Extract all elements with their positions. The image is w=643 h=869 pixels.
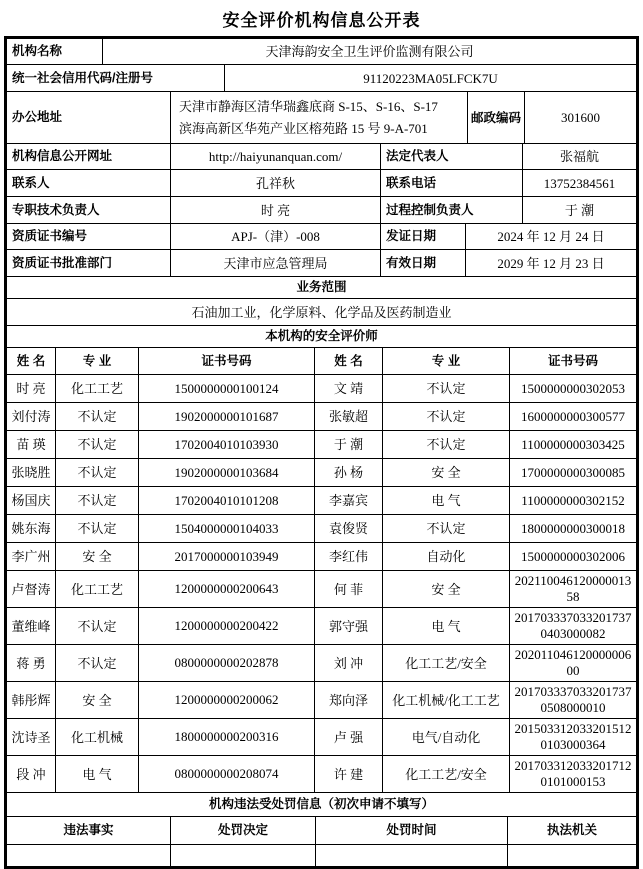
contact-value: 孔祥秋 (171, 170, 381, 197)
evaluator-name: 张敏超 (315, 403, 383, 431)
evaluator-name: 刘付涛 (7, 403, 56, 431)
evaluators-tbody (7, 348, 637, 793)
tech-lead-label: 专职技术负责人 (7, 197, 171, 224)
credit-code-value: 91120223MA05LFCK7U (225, 65, 637, 92)
evaluator-name: 杨国庆 (7, 487, 56, 515)
evaluator-major: 化工工艺/安全 (383, 756, 510, 793)
evaluator-row (7, 682, 637, 719)
evaluator-major: 不认定 (383, 375, 510, 403)
evaluator-name: 段 冲 (7, 756, 56, 793)
website-value: http://haiyunanquan.com/ (171, 144, 381, 170)
evaluator-name: 刘 冲 (315, 645, 383, 682)
process-lead-label: 过程控制负责人 (381, 197, 523, 224)
cert-authority-label: 资质证书批准部门 (7, 250, 171, 277)
evaluator-name: 沈诗圣 (7, 719, 56, 756)
evaluator-cert-number: 1500000000100124 (139, 375, 315, 403)
evaluator-cert-number: 1200000000200643 (139, 571, 315, 608)
credit-code-label: 统一社会信用代码/注册号 (7, 65, 225, 92)
website-label: 机构信息公开网址 (7, 144, 171, 170)
evaluator-row (7, 431, 637, 459)
evaluator-cert-number: 2015033120332015120103000364 (510, 719, 637, 756)
evaluator-name: 时 亮 (7, 375, 56, 403)
evaluator-major: 安 全 (56, 682, 139, 719)
penalty-column-header: 处罚决定 (171, 817, 316, 845)
org-name-value: 天津海韵安全卫生评价监测有限公司 (103, 39, 637, 65)
evaluator-major: 安 全 (383, 571, 510, 608)
evaluator-major: 化工工艺 (56, 375, 139, 403)
evaluators-column-header: 姓 名 (7, 348, 56, 375)
evaluator-row (7, 403, 637, 431)
evaluator-name: 袁俊贤 (315, 515, 383, 543)
evaluator-cert-number: 2017033370332017370508000010 (510, 682, 637, 719)
evaluator-name: 许 建 (315, 756, 383, 793)
address-line-1: 天津市静海区清华瑞鑫底商 S-15、S-16、S-17 (179, 98, 438, 114)
evaluator-cert-number: 1500000000302053 (510, 375, 637, 403)
evaluator-name: 于 潮 (315, 431, 383, 459)
penalty-column-header: 处罚时间 (316, 817, 508, 845)
evaluator-row (7, 487, 637, 515)
evaluator-name: 何 菲 (315, 571, 383, 608)
evaluator-name: 郭守强 (315, 608, 383, 645)
address-value (171, 92, 468, 144)
evaluator-major: 不认定 (56, 403, 139, 431)
evaluator-cert-number: 20201104612000000600 (510, 645, 637, 682)
business-scope-value: 石油加工业，化学原料、化学品及医药制造业 (7, 299, 637, 326)
legal-rep-value: 张福航 (523, 144, 637, 170)
document-table (4, 36, 639, 869)
evaluator-row (7, 756, 637, 793)
cert-no-value: APJ-（津）-008 (171, 224, 381, 250)
evaluator-major: 安 全 (56, 543, 139, 571)
address-line-2: 滨海高新区华苑产业区榕苑路 15 号 9-A-701 (179, 120, 428, 136)
evaluator-cert-number: 1600000000300577 (510, 403, 637, 431)
evaluators-column-header: 专 业 (56, 348, 139, 375)
evaluator-major: 自动化 (383, 543, 510, 571)
evaluator-cert-number: 1702004010103930 (139, 431, 315, 459)
evaluator-cert-number: 2017000000103949 (139, 543, 315, 571)
info-table-credit-code (6, 64, 637, 92)
evaluators-column-header: 姓 名 (315, 348, 383, 375)
evaluator-row (7, 515, 637, 543)
evaluator-cert-number: 1100000000303425 (510, 431, 637, 459)
evaluator-major: 化工机械 (56, 719, 139, 756)
info-table-org-name (6, 38, 637, 65)
contact-label: 联系人 (7, 170, 171, 197)
penalty-column-header: 违法事实 (7, 817, 171, 845)
evaluator-row (7, 571, 637, 608)
evaluator-major: 化工工艺/安全 (383, 645, 510, 682)
info-table-address (6, 91, 637, 144)
evaluator-cert-number: 1200000000200062 (139, 682, 315, 719)
evaluator-name: 李红伟 (315, 543, 383, 571)
tech-lead-value: 时 亮 (171, 197, 381, 224)
evaluators-column-header: 证书号码 (510, 348, 637, 375)
evaluator-major: 不认定 (56, 487, 139, 515)
evaluator-major: 不认定 (56, 608, 139, 645)
evaluator-major: 不认定 (56, 459, 139, 487)
legal-rep-label: 法定代表人 (381, 144, 523, 170)
evaluator-row (7, 543, 637, 571)
issue-date-value: 2024 年 12 月 24 日 (466, 224, 637, 250)
evaluator-cert-number: 1700000000300085 (510, 459, 637, 487)
evaluator-cert-number: 20211004612000001358 (510, 571, 637, 608)
evaluator-name: 韩彤辉 (7, 682, 56, 719)
penalty-cell (7, 845, 171, 867)
penalty-cell (508, 845, 637, 867)
cert-authority-value: 天津市应急管理局 (171, 250, 381, 277)
evaluator-name: 李广州 (7, 543, 56, 571)
org-name-label: 机构名称 (7, 39, 103, 65)
evaluator-cert-number: 1800000000200316 (139, 719, 315, 756)
evaluator-row (7, 375, 637, 403)
valid-date-value: 2029 年 12 月 23 日 (466, 250, 637, 277)
phone-value: 13752384561 (523, 170, 637, 197)
business-scope-table (6, 276, 637, 326)
evaluator-row (7, 645, 637, 682)
evaluator-row (7, 459, 637, 487)
evaluator-name: 苗 瑛 (7, 431, 56, 459)
evaluator-major: 不认定 (56, 431, 139, 459)
evaluator-cert-number: 1902000000103684 (139, 459, 315, 487)
penalty-section-header: 机构违法受处罚信息（初次申请不填写） (7, 793, 637, 817)
evaluator-cert-number: 1504000000104033 (139, 515, 315, 543)
evaluator-name: 李嘉宾 (315, 487, 383, 515)
info-table-certificate (6, 223, 637, 277)
evaluator-major: 不认定 (383, 515, 510, 543)
evaluator-major: 化工机械/化工工艺 (383, 682, 510, 719)
penalty-table (6, 816, 637, 867)
evaluator-major: 电气/自动化 (383, 719, 510, 756)
postcode-value: 301600 (525, 92, 637, 144)
penalty-cell (171, 845, 316, 867)
phone-label: 联系电话 (381, 170, 523, 197)
penalty-tbody (7, 817, 637, 867)
cert-no-label: 资质证书编号 (7, 224, 171, 250)
evaluator-cert-number: 1702004010101208 (139, 487, 315, 515)
evaluator-row (7, 719, 637, 756)
evaluator-cert-number: 0800000000208074 (139, 756, 315, 793)
evaluator-name: 文 靖 (315, 375, 383, 403)
evaluators-column-header: 专 业 (383, 348, 510, 375)
evaluators-column-header: 证书号码 (139, 348, 315, 375)
process-lead-value: 于 潮 (523, 197, 637, 224)
valid-date-label: 有效日期 (381, 250, 466, 277)
evaluators-column-header-row (7, 348, 637, 375)
evaluator-name: 孙 杨 (315, 459, 383, 487)
address-label: 办公地址 (7, 92, 171, 144)
info-table-contacts (6, 143, 637, 224)
evaluator-name: 郑向泽 (315, 682, 383, 719)
evaluator-name: 董维峰 (7, 608, 56, 645)
business-scope-header: 业务范围 (7, 277, 637, 299)
evaluator-cert-number: 1800000000300018 (510, 515, 637, 543)
postcode-label: 邮政编码 (468, 92, 525, 144)
penalty-header-table (6, 792, 637, 817)
evaluator-major: 电 气 (383, 487, 510, 515)
evaluator-cert-number: 2017033370332017370403000082 (510, 608, 637, 645)
evaluator-cert-number: 2017033120332017120101000153 (510, 756, 637, 793)
evaluator-name: 蒋 勇 (7, 645, 56, 682)
evaluator-major: 化工工艺 (56, 571, 139, 608)
issue-date-label: 发证日期 (381, 224, 466, 250)
evaluator-name: 张晓胜 (7, 459, 56, 487)
evaluators-header-table (6, 325, 637, 348)
evaluator-major: 电 气 (56, 756, 139, 793)
evaluator-major: 不认定 (56, 645, 139, 682)
evaluator-name: 姚东海 (7, 515, 56, 543)
evaluator-major: 不认定 (383, 431, 510, 459)
evaluator-major: 不认定 (56, 515, 139, 543)
evaluator-major: 不认定 (383, 403, 510, 431)
evaluator-cert-number: 1200000000200422 (139, 608, 315, 645)
evaluator-name: 卢 强 (315, 719, 383, 756)
evaluator-major: 电 气 (383, 608, 510, 645)
evaluator-cert-number: 1500000000302006 (510, 543, 637, 571)
evaluator-cert-number: 0800000000202878 (139, 645, 315, 682)
evaluators-section-header: 本机构的安全评价师 (7, 326, 637, 348)
penalty-cell (316, 845, 508, 867)
page-title: 安全评价机构信息公开表 (222, 11, 421, 30)
evaluator-row (7, 608, 637, 645)
penalty-column-header-row (7, 817, 637, 845)
evaluator-cert-number: 1902000000101687 (139, 403, 315, 431)
evaluator-name: 卢督涛 (7, 571, 56, 608)
evaluators-table (6, 347, 637, 793)
penalty-column-header: 执法机关 (508, 817, 637, 845)
evaluator-cert-number: 1100000000302152 (510, 487, 637, 515)
penalty-row (7, 845, 637, 867)
evaluator-major: 安 全 (383, 459, 510, 487)
